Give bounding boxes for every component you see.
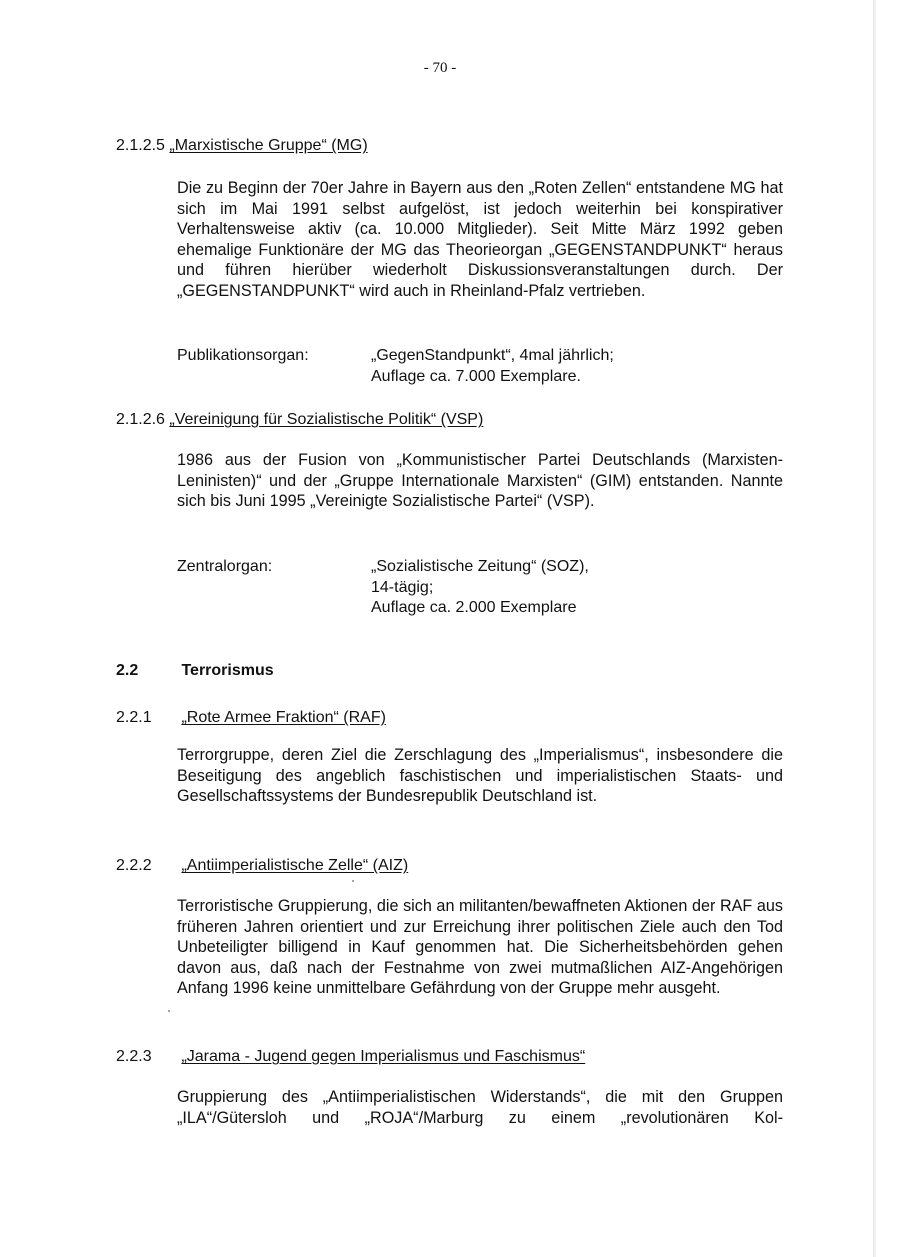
publication-value	[371, 346, 614, 387]
publication-line: Auflage ca. 7.000 Exemplare.	[371, 367, 581, 385]
paragraph-aiz: Terroristische Gruppierung, die sich an militanten/bewaffneten Aktionen der RAF aus früheren Jahren orientiert und zur Erreichung ihrer politischen Ziele auch den Tod Unbeteiligter billigend in Kauf genommen hat. Die Sicherheitsbehörden gehen davon aus, daß nach der Festnahme von zwei mutmaßlichen AIZ-Angehörigen Anfang 1996 keine unmittelbare Gefährdung von der Gruppe mehr ausgeht.	[177, 897, 783, 997]
section-number: 2.2.1	[116, 709, 152, 726]
section-title: „Marxistische Gruppe“ (MG)	[169, 137, 368, 154]
scan-speck	[168, 1010, 170, 1012]
paragraph-vsp: 1986 aus der Fusion von „Kommunistischer Partei Deutschlands (Marxisten-Leninisten)“ und der „Gruppe Internationale Marxisten“ (GIM) entstanden. Nannte sich bis Juni 1995 „Vereinigte Sozialistische Partei“ (VSP).	[177, 451, 783, 510]
paragraph-jarama: Gruppierung des „Antiimperialistischen Widerstands“, die mit den Gruppen „ILA“/Gütersloh und „ROJA“/Marburg zu einem „revolutionären Kol-	[177, 1088, 783, 1127]
section-title: „Vereinigung für Sozialistische Politik“ (VSP)	[169, 411, 484, 428]
section-heading-mg	[116, 136, 368, 156]
section-heading-terrorismus	[116, 661, 274, 681]
organ-label: Zentralorgan:	[177, 558, 273, 575]
publication-label: Publikationsorgan:	[177, 347, 309, 364]
section-title: „Antiimperialistische Zelle“ (AIZ)	[181, 857, 409, 874]
organ-line: „Sozialistische Zeitung“ (SOZ),	[371, 558, 589, 575]
section-number: 2.1.2.5	[116, 137, 165, 154]
organ-value	[371, 557, 589, 619]
organ-line: 14-tägig;	[371, 578, 434, 596]
organ-line: Auflage ca. 2.000 Exemplare	[371, 599, 577, 616]
section-title: „Rote Armee Fraktion“ (RAF)	[181, 709, 386, 726]
page-number: - 70 -	[423, 60, 457, 76]
paragraph-raf: Terrorgruppe, deren Ziel die Zerschlagung des „Imperialismus“, insbesondere die Beseitigung des angeblich faschistischen und imperialistischen Staats- und Gesellschaftssystems der Bundesrepublik Deutschland ist.	[177, 746, 783, 805]
section-heading-raf	[116, 708, 386, 728]
publication-line: „GegenStandpunkt“, 4mal jährlich;	[371, 347, 614, 364]
section-number: 2.2.2	[116, 857, 152, 874]
section-number: 2.1.2.6	[116, 411, 165, 428]
section-heading-vsp	[116, 410, 483, 430]
section-heading-jarama	[116, 1047, 585, 1067]
section-number: 2.2	[116, 662, 139, 679]
scan-speck	[352, 880, 354, 882]
section-title: „Jarama - Jugend gegen Imperialismus und Faschismus“	[181, 1048, 586, 1065]
page-edge	[873, 0, 876, 1257]
section-number: 2.2.3	[116, 1048, 152, 1065]
section-heading-aiz	[116, 856, 408, 876]
section-title: Terrorismus	[181, 662, 274, 679]
paragraph-mg: Die zu Beginn der 70er Jahre in Bayern aus den „Roten Zellen“ entstandene MG hat sich im Mai 1991 selbst aufgelöst, ist jedoch weiterhin bei konspirativer Verhaltensweise aktiv (ca. 10.000 Mitglieder). Seit Mitte März 1992 geben ehemalige Funktionäre der MG das Theorieorgan „GEGENSTANDPUNKT“ heraus und führen hierüber wiederholt Diskussionsveranstaltungen durch. Der „GEGENSTANDPUNKT“ wird auch in Rheinland-Pfalz vertrieben.	[177, 179, 783, 300]
